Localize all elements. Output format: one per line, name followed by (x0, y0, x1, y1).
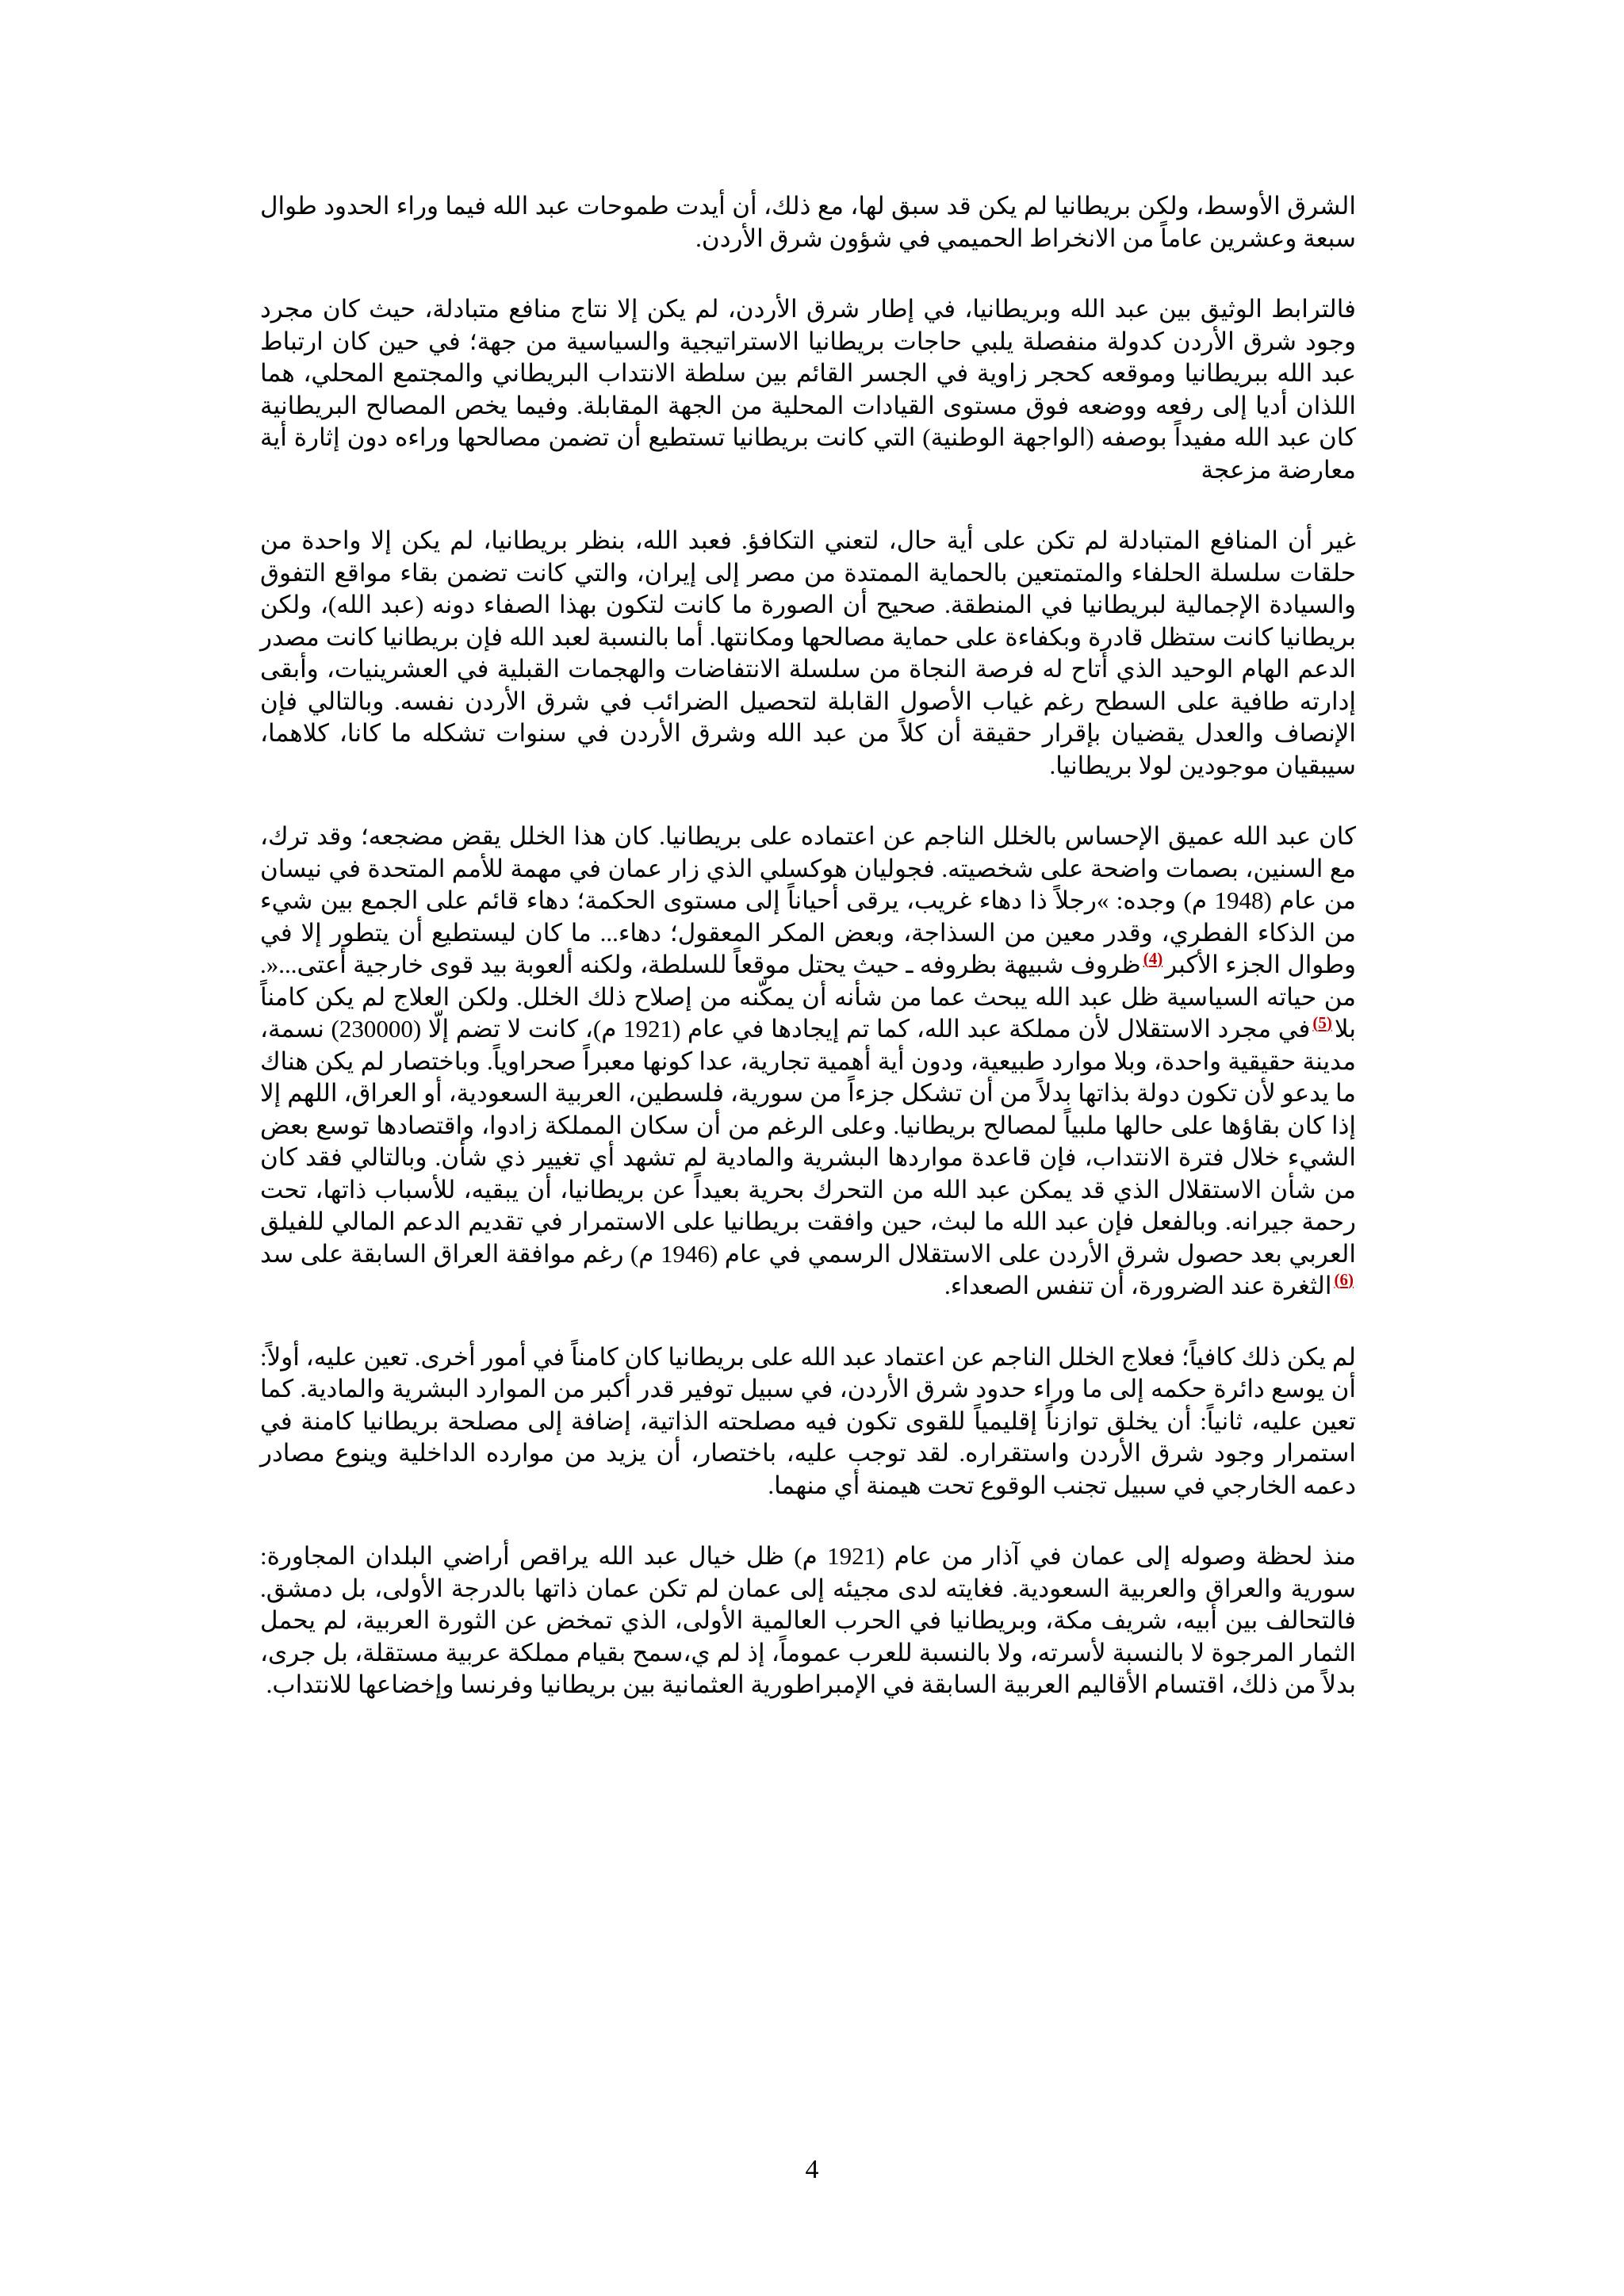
paragraph-text: منذ لحظة وصوله إلى عمان في آذار من عام (1921 م) ظل خيال عبد الله يراقص أراضي البلدان المجاورة: سورية والعراق والعربية السعودية. فغايته لدى مجيئه إلى عمان لم تكن عمان ذاتها بالدرجة الأولى، بل دمشق. فالتحالف بين أبيه، شريف مكة، وبريطانيا في الحرب العالمية الأولى، الذي تمخض عن الثورة العربية، لم يحمل الثمار المرجوة لا بالنسبة لأسرته، ولا بالنسبة للعرب عموماً، إذ لم ي،سمح بقيام مملكة عربية مستقلة، بل جرى، بدلاً من ذلك، اقتسام الأقاليم العربية السابقة في الإمبراطورية العثمانية بين بريطانيا وفرنسا وإخضاعها للانتداب. (260, 1542, 1356, 1698)
body-paragraph (260, 1341, 1356, 1502)
paragraph-text: كان عبد الله عميق الإحساس بالخلل الناجم عن اعتماده على بريطانيا. كان هذا الخلل يقض مضجعه؛ وقد ترك، مع السنين، بصمات واضحة على شخصيته. فجوليان هوكسلي الذي زار عمان في مهمة للأمم المتحدة في نيسان من عام (1948 م) وجده: »رجلاً ذا دهاء غريب، يرقى أحياناً إلى مستوى الحكمة؛ دهاء قائم على الجمع بين شيء من الذكاء الفطري، وقدر معين من السذاجة، وبعض المكر المعقول؛ دهاء... ما كان ليستطيع أن يتطور إلا في ظروف شبيهة بظروفه ـ حيث يحتل موقعاً للسلطة، ولكنه ألعوبة بيد قوى خارجية أعتى...«. (260, 822, 1356, 978)
paragraph-text: وطوال الجزء الأكبر من حياته السياسية ظل عبد الله يبحث عما من شأنه أن يمكّنه من إصلاح ذلك الخلل. ولكن العلاج لم يكن كامناً في مجرد الاستقلال لأن مملكة عبد الله، كما تم إيجادها في عام (1921 م)، كانت لا تضم إلّا (230000) نسمة، (260, 951, 1357, 1043)
paragraph-text: فالترابط الوثيق بين عبد الله وبريطانيا، في إطار شرق الأردن، لم يكن إلا نتاج منافع متبادلة، حيث كان مجرد وجود شرق الأردن كدولة منفصلة يلبي حاجات بريطانيا الاستراتيجية والسياسية من جهة؛ في حين كان ارتباط عبد الله ببريطانيا وموقعه كحجر زاوية في الجسر القائم بين سلطة الانتداب البريطاني والمجتمع المحلي، هما اللذان أديا إلى رفعه ووضعه فوق مستوى القيادات المحلية من الجهة المقابلة. وفيما يخص المصالح البريطانية كان عبد الله مفيداً بوصفه (الواجهة الوطنية) التي كانت بريطانيا تستطيع أن تضمن مصالحها وراءه دون إثارة أية معارضة مزعجة (260, 295, 1356, 484)
body-paragraph (260, 293, 1356, 486)
body-paragraph (260, 821, 1356, 1303)
body-paragraph (260, 525, 1356, 782)
footnote-reference-link[interactable]: (6) (1334, 1269, 1354, 1289)
body-paragraph (260, 190, 1356, 254)
paragraph-text: غير أن المنافع المتبادلة لم تكن على أية حال، لتعني التكافؤ. فعبد الله، بنظر بريطانيا، لم يكن إلا واحدة من حلقات سلسلة الحلفاء والمتمتعين بالحماية الممتدة من مصر إلى إيران، والتي كانت تضمن بقاء مواقع التفوق والسيادة الإجمالية لبريطانيا في المنطقة. صحيح أن الصورة ما كانت لتكون بهذا الصفاء دونه (عبد الله)، ولكن بريطانيا كانت ستظل قادرة وبكفاءة على حماية مصالحها ومكانتها. أما بالنسبة لعبد الله فإن بريطانيا كانت مصدر الدعم الهام الوحيد الذي أتاح له فرصة النجاة من سلسلة الانتفاضات والهجمات القبلية في العشرينيات، وأبقى إدارته طافية على السطح رغم غياب الأصول القابلة لتحصيل الضرائب في شرق الأردن نفسه. وبالتالي فإن الإنصاف والعدل يقضيان بإقرار حقيقة أن كلاً من عبد الله وشرق الأردن في سنوات تشكله ما كانا، كلاهما، سيبقيان موجودين لولا بريطانيا. (260, 526, 1356, 779)
document-body (260, 190, 1356, 1740)
body-paragraph (260, 1540, 1356, 1701)
paragraph-text: الشرق الأوسط، ولكن بريطانيا لم يكن قد سبق لها، مع ذلك، أن أيدت طموحات عبد الله فيما وراء الحدود طوال سبعة وعشرين عاماً من الانخراط الحميمي في شؤون شرق الأردن. (260, 192, 1356, 252)
paragraph-text: بلا مدينة حقيقية واحدة، وبلا موارد طبيعية، ودون أية أهمية تجارية، عدا كونها معبراً صحراوياً. وباختصار لم يكن هناك ما يدعو لأن تكون دولة بذاتها بدلاً من أن تشكل جزءاً من سورية، فلسطين، العربية السعودية، أو العراق، اللهم إلا إذا كان بقاؤها على حالها ملبياً لمصالح بريطانيا. وعلى الرغم من أن سكان المملكة زادوا، واقتصادها توسع بعض الشيء خلال فترة الانتداب، فإن قاعدة مواردها البشرية والمادية لم تشهد أي تغيير ذي شأن. وبالتالي فقد كان من شأن الاستقلال الذي قد يمكن عبد الله من التحرك بحرية بعيداً عن بريطانيا، أن يبقيه، للأسباب ذاتها، تحت رحمة جيرانه. وبالفعل فإن عبد الله ما لبث، حين وافقت بريطانيا على الاستمرار في تقديم الدعم المالي للفيلق العربي بعد حصول شرق الأردن على الاستقلال الرسمي في عام (1946 م) رغم موافقة العراق السابقة على سد الثغرة عند الضرورة، أن تنفس الصعداء. (260, 1015, 1357, 1299)
page-number: 4 (805, 2155, 819, 2184)
footnote-reference-link[interactable]: (5) (1312, 1012, 1332, 1032)
footnote-reference-link[interactable]: (4) (1143, 948, 1163, 968)
paragraph-text: لم يكن ذلك كافياً؛ فعلاج الخلل الناجم عن اعتماد عبد الله على بريطانيا كان كامناً في أمور أخرى. تعين عليه، أولاً: أن يوسع دائرة حكمه إلى ما وراء حدود شرق الأردن، في سبيل توفير قدر أكبر من الموارد البشرية والمادية. كما تعين عليه، ثانياً: أن يخلق توازناً إقليمياً للقوى تكون فيه مصلحته الذاتية، إضافة إلى مصلحة بريطانيا كامنة في استمرار وجود شرق الأردن واستقراره. لقد توجب عليه، باختصار، أن يزيد من موارده الداخلية وينوع مصادر دعمه الخارجي في سبيل تجنب الوقوع تحت هيمنة أي منهما. (260, 1342, 1356, 1499)
